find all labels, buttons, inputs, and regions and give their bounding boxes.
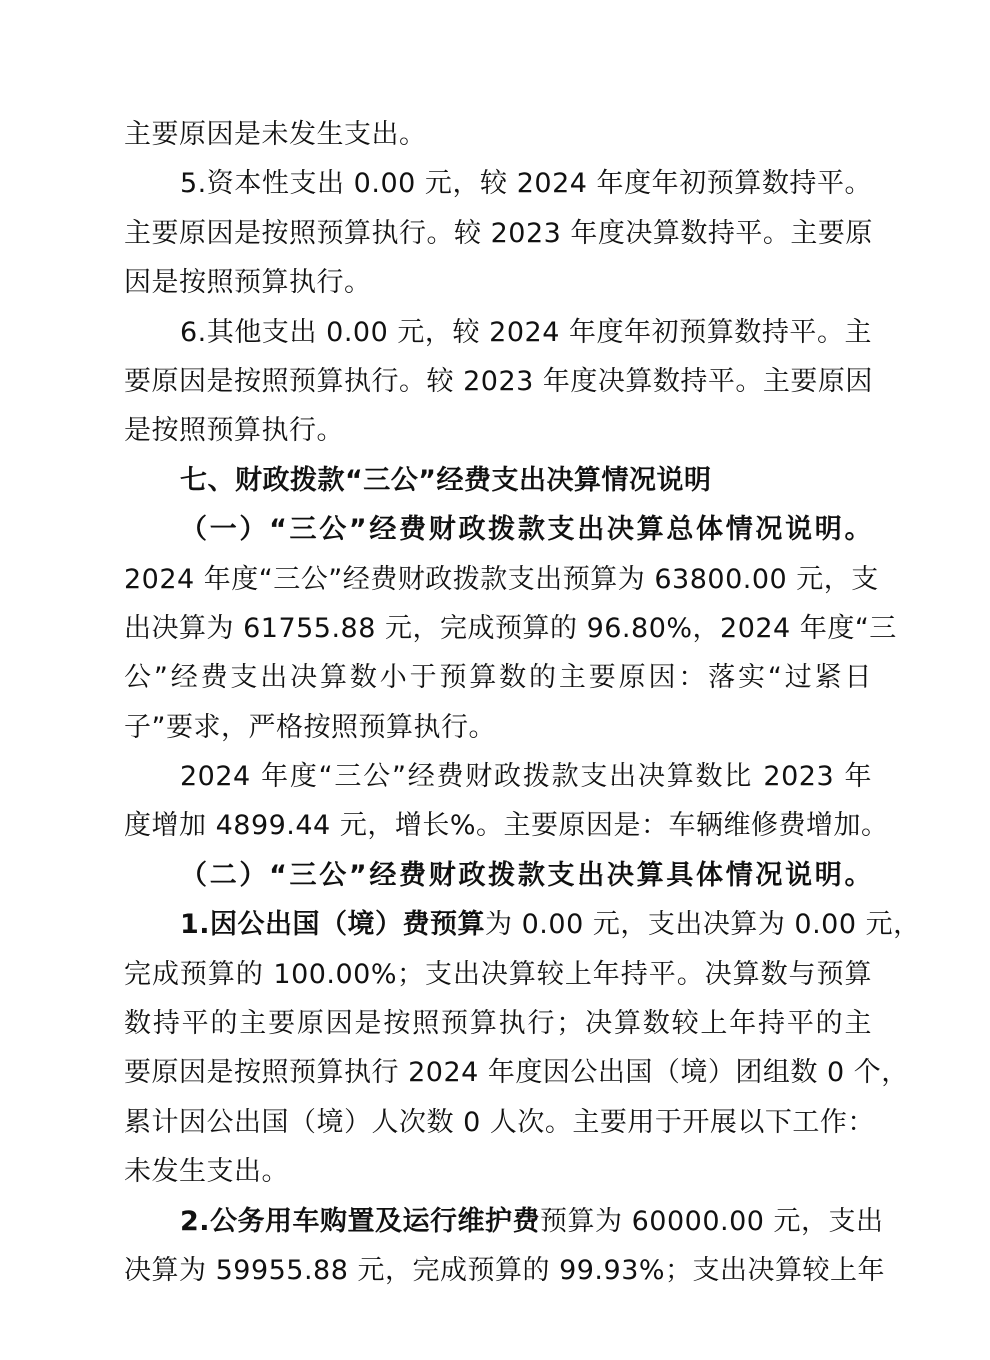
paragraph-line: 6.其他支出 0.00 元，较 2024 年度年初预算数持平。主 bbox=[180, 316, 872, 348]
paragraph-line: 完成预算的 100.00%；支出决算较上年持平。决算数与预算 bbox=[124, 958, 872, 990]
paragraph-line bbox=[124, 900, 921, 949]
paragraph-line: 累计因公出国（境）人次数 0 人次。主要用于开展以下工作： bbox=[124, 1106, 875, 1138]
paragraph-line: 数持平的主要原因是按照预算执行；决算数较上年持平的主 bbox=[124, 1008, 872, 1040]
paragraph-line: 是按照预算执行。 bbox=[124, 415, 344, 447]
paragraph-text: 预算为 60000.00 元，支出 bbox=[540, 1205, 884, 1237]
paragraph-line bbox=[124, 1197, 884, 1246]
paragraph-line: 要原因是按照预算执行。较 2023 年度决算数持平。主要原因 bbox=[124, 365, 873, 397]
paragraph-line: 出决算为 61755.88 元，完成预算的 96.80%，2024 年度“三 bbox=[124, 612, 897, 644]
subsection-heading: （一）“三公”经费财政拨款支出决算总体情况说明。 bbox=[180, 514, 872, 546]
paragraph-line: 主要原因是按照预算执行。较 2023 年度决算数持平。主要原 bbox=[124, 217, 873, 249]
section-heading: 七、财政拨款“三公”经费支出决算情况说明 bbox=[180, 464, 712, 496]
paragraph-line: 2024 年度“三公”经费财政拨款支出预算为 63800.00 元，支 bbox=[124, 563, 879, 595]
paragraph-line: 2024 年度“三公”经费财政拨款支出决算数比 2023 年 bbox=[180, 761, 872, 793]
paragraph-line: 公”经费支出决算数小于预算数的主要原因：落实“过紧日 bbox=[124, 662, 872, 694]
paragraph-line: 主要原因是未发生支出。 bbox=[124, 119, 427, 150]
paragraph-line: 度增加 4899.44 元，增长%。主要原因是：车辆维修费增加。 bbox=[124, 810, 889, 842]
item-heading: 1.因公出国（境）费预算 bbox=[180, 909, 486, 941]
paragraph-line: 5.资本性支出 0.00 元，较 2024 年度年初预算数持平。 bbox=[180, 168, 872, 200]
subsection-heading: （二）“三公”经费财政拨款支出决算具体情况说明。 bbox=[180, 859, 872, 891]
paragraph-line: 决算为 59955.88 元，完成预算的 99.93%；支出决算较上年 bbox=[124, 1254, 886, 1286]
paragraph-line: 要原因是按照预算执行 2024 年度因公出国（境）团组数 0 个， bbox=[124, 1057, 909, 1089]
paragraph-line: 未发生支出。 bbox=[124, 1156, 289, 1188]
item-heading: 2.公务用车购置及运行维护费 bbox=[180, 1205, 541, 1237]
paragraph-text: 为 0.00 元，支出决算为 0.00 元， bbox=[485, 909, 921, 941]
paragraph-line: 因是按照预算执行。 bbox=[124, 267, 372, 299]
paragraph-line: 子”要求，严格按照预算执行。 bbox=[124, 711, 496, 743]
